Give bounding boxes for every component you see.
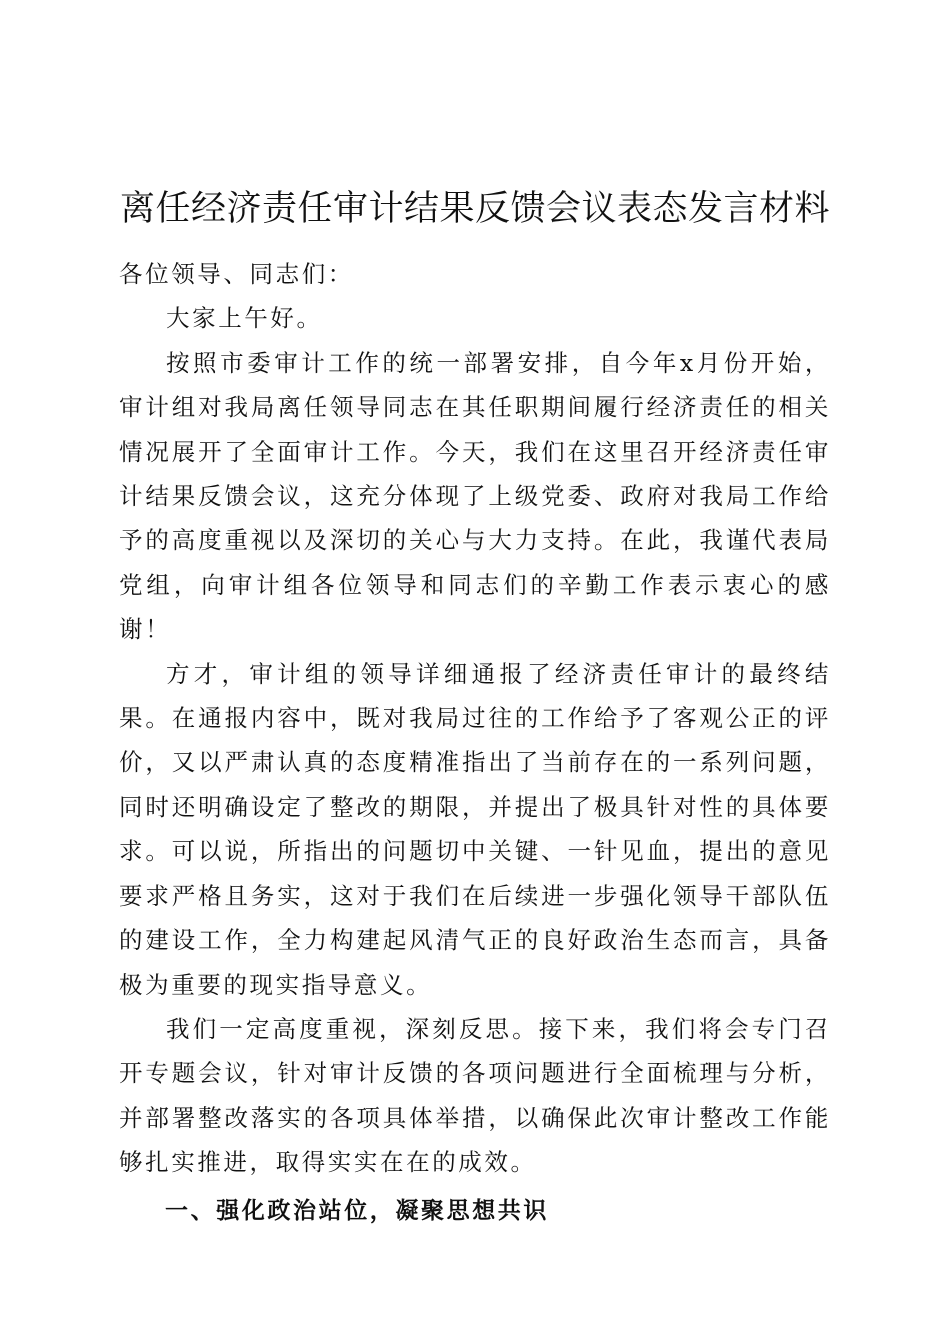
greeting-line: 各位领导、同志们： [119, 260, 354, 288]
paragraph-audit-results: 方才，审计组的领导详细通报了经济责任审计的最终结果。在通报内容中，既对我局过往的工作给予了客观公正的评价，又以严肃认真的态度精准指出了当前存在的一系列问题，同时还明确设定了整改的期限，并提出了极具针对性的具体要求。可以说，所指出的问题切中关键、一针见血，提出的意见要求严格且务实，这对于我们在后续进一步强化领导干部队伍的建设工作，全力构建起风清气正的良好政治生态而言，具备极为重要的现实指导意义。 [119, 659, 831, 999]
section-heading: 一、强化政治站位，凝聚思想共识 [165, 1197, 549, 1224]
paragraph-background: 按照市委审计工作的统一部署安排，自今年x月份开始，审计组对我局离任领导同志在其任职期间履行经济责任的相关情况展开了全面审计工作。今天，我们在这里召开经济责任审计结果反馈会议，这充分体现了上级党委、政府对我局工作给予的高度重视以及深切的关心与大力支持。在此，我谨代表局党组，向审计组各位领导和同志们的辛勤工作表示衷心的感谢！ [119, 348, 831, 644]
document-body [119, 252, 831, 1233]
document-title: 离任经济责任审计结果反馈会议表态发言材料 [119, 189, 830, 229]
paragraph-commitment: 我们一定高度重视，深刻反思。接下来，我们将会专门召开专题会议，针对审计反馈的各项问题进行全面梳理与分析，并部署整改落实的各项具体举措，以确保此次审计整改工作能够扎实推进，取得实实在在的成效。 [119, 1014, 831, 1177]
paragraph-opening: 大家上午好。 [166, 304, 323, 333]
